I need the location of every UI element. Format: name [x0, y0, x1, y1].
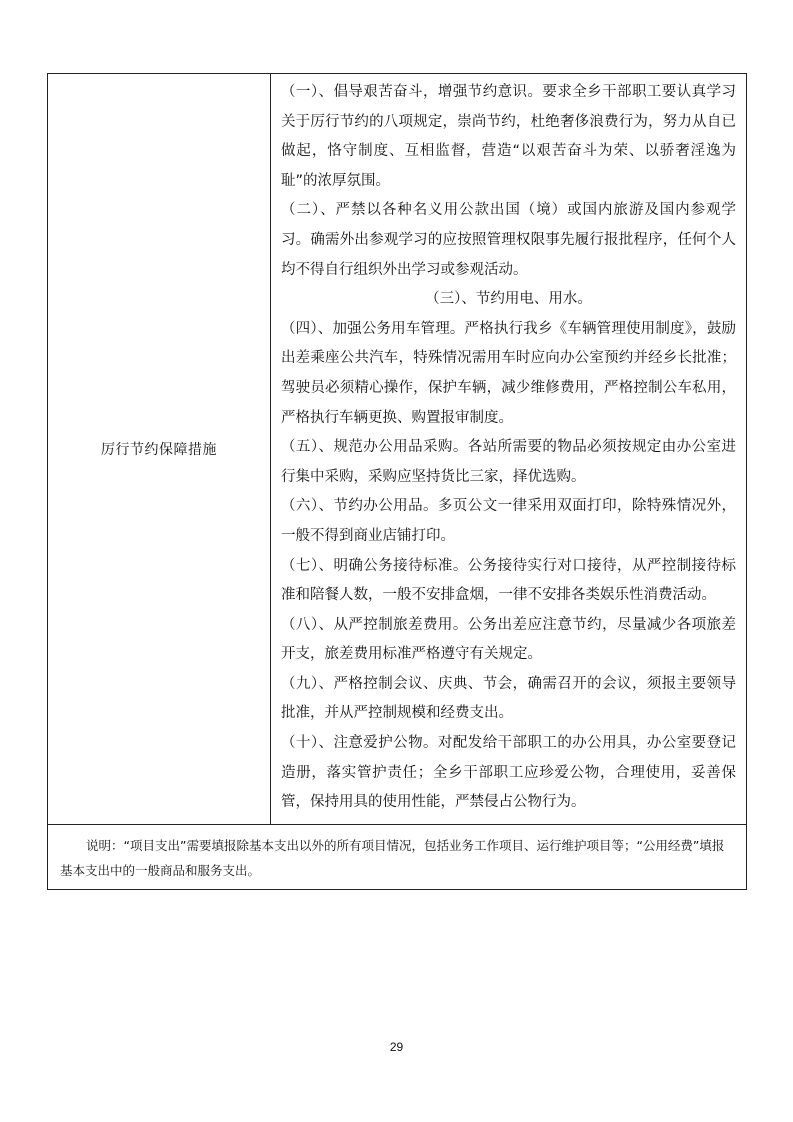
- measure-item-1: （一）、倡导艰苦奋斗，增强节约意识。要求全乡干部职工要认真学习关于厉行节约的八项规定，崇尚节约，杜绝奢侈浪费行为，努力从自已做起，恪守制度、互相监督，营造“以艰苦奋斗为荣、以骄奢淫逸为耻”的浓厚氛围。: [281, 84, 736, 189]
- measures-row: [48, 74, 747, 825]
- measure-item-8: （八）、从严控制旅差费用。公务出差应注意节约，尽量减少各项旅差开支，旅差费用标准严格遵守有关规定。: [281, 616, 736, 663]
- note-text: 说明：“项目支出”需要填报除基本支出以外的所有项目情况，包括业务工作项目、运行维护项目等；“公用经费”填报基本支出中的一般商品和服务支出。: [60, 837, 725, 878]
- row-label: 厉行节约保障措施: [48, 74, 271, 825]
- measure-item-7: （七）、明确公务接待标准。公务接待实行对口接待，从严控制接待标准和陪餐人数，一般不安排盒烟，一律不安排各类娱乐性消费活动。: [281, 557, 736, 604]
- measure-item-10: （十）、注意爱护公物。对配发给干部职工的办公用具，办公室要登记造册，落实管护责任；全乡干部职工应珍爱公物，合理使用，妥善保管，保持用具的使用性能，严禁侵占公物行为。: [281, 735, 736, 811]
- measure-item-3: （三）、节约用电、用水。: [425, 291, 592, 308]
- measure-item-2: （二）、严禁以各种名义用公款出国（境）或国内旅游及国内参观学习。确需外出参观学习的应按照管理权限事先履行报批程序，任何个人均不得自行组织外出学习或参观活动。: [281, 202, 736, 278]
- measure-item-6: （六）、节约办公用品。多页公文一律采用双面打印，除特殊情况外，一般不得到商业店铺打印。: [281, 498, 736, 544]
- note-cell: [48, 824, 747, 889]
- measure-item-9: （九）、严格控制会议、庆典、节会，确需召开的会议，须报主要领导批准，并从严控制规模和经费支出。: [281, 675, 736, 722]
- measure-item-4: （四）、加强公务用车管理。严格执行我乡《车辆管理使用制度》，鼓励出差乘座公共汽车，特殊情况需用车时应向办公室预约并经乡长批准；驾驶员必须精心操作，保护车辆，减少维修费用，严格控制公车私用，严格执行车辆更换、购置报审制度。: [281, 320, 736, 426]
- page-number: 29: [389, 1040, 404, 1054]
- measures-table: [47, 73, 747, 890]
- measures-content: [271, 74, 747, 825]
- measure-item-5: （五）、规范办公用品采购。各站所需要的物品必须按规定由办公室进行集中采购，采购应坚持货比三家，择优选购。: [281, 439, 736, 485]
- note-row: [48, 824, 747, 889]
